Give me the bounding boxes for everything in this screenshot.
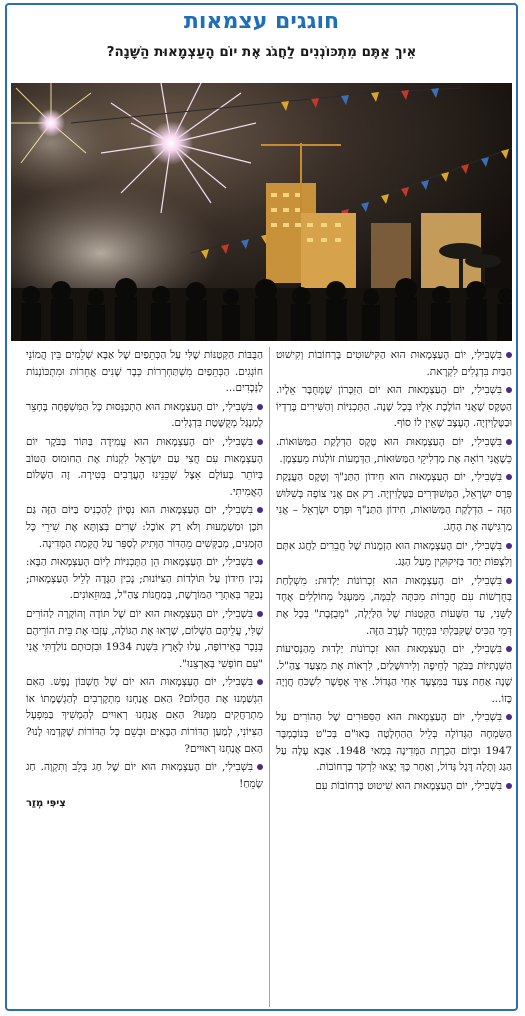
paragraph-text: בִּשְׁבִילִי, יוֹם הָעַצְמָאוּת הוּא הַזְמָנוֹת שֶׁל חֲבֵרִים לַחֲגֹג אִתָּם וְלִצְפּוֹת יַחַד בַּזִּיקוּקִין מֵעַל הַגַּג.: [276, 539, 512, 569]
paragraph-text: בִּשְׁבִילִי, יוֹם הָעַצְמָאוּת הוּא הַסִּפּוּרִים שֶׁל הַהוֹרִים עַל הַשִּׂמְחָה הַגְּדוֹלָה בְּלֵיל הַהַחְלָטָה בָּאוּ"ם בְּכ"ט בְּנוֹבֶמְבֶּר 1947 וּבְיוֹם הַכְרָזַת הַמְּדִינָה בְּמַאי 1948. אַבָּא עָלָה עַל הַגַּג וְתָלָה דֶּגֶל גָּדוֹל, וְאַחַר כָּךְ יָצְאוּ לִרְקֹד בָּרְחוֹבוֹת.: [276, 711, 512, 774]
article-column-left: [26, 347, 269, 1007]
paragraph-text: בִּשְׁבִילִי, יוֹם הָעַצְמָאוּת הוּא נִסָּיוֹן לְהַכְנִיס בַּיּוֹם הַזֶּה גַּם תֹּכֶן וּמַשְׁמָעוּת וְלֹא רַק אוֹכֶל: שָׁרִים בְּצַוְתָּא אֶת שִׁירֵי כָּל הַזְּמַנִּים, מְבַקְּשִׁים מֵהַדּוֹר הַוָּתִיק לְסַפֵּר עַל הֲקָמַת הַמְּדִינָה.: [26, 504, 263, 550]
paragraph-text: בִּשְׁבִילִי, יוֹם הָעַצְמָאוּת הוּא יוֹם שֶׁל חֶשְׁבּוֹן נֶפֶשׁ. הַאִם הִגְשַׁמְנוּ אֶת הַחֲלוֹם? הַאִם אֲנַחְנוּ מִתְקָרְבִים לְהַגְשָׁמָתוֹ אוֹ מִתְרַחֲקִים מִמֶּנּוּ? הַאִם אֲנַחְנוּ רְאוּיִים לְהַמְשִׁיךְ בַּמִּפְעָל הַצִּיּוֹנִי, לְמַעַן הַדּוֹרוֹת הַבָּאִים וּבְשֵׁם כָּל הַדּוֹרוֹת שֶׁקָּדְמוּ לָנוּ? הַאִם אֲנַחְנוּ רְאוּיִים?: [26, 676, 263, 755]
bullet-icon: [506, 783, 512, 789]
bullet-icon: [257, 611, 263, 617]
paragraph-text: בִּשְׁבִילִי, יוֹם הָעַצְמָאוּת הוּא זִכְרוֹנוֹת יַלְדוּת: מִשְׁלַחַת בְּחֻרְשׁוֹת עִם חֲבֵרוֹת מִכִּתָּה לְבִמָּה, מִמַּעְגַּל מְחוֹלְלִים אֶחָד לַשֵּׁנִי, עַד הַשָּׁעוֹת הַקְּטַנּוֹת שֶׁל הַלַּיְלָה, "מְבֻזֶּבֶת" בְּכָל אֶת דְּמֵי הַכִּיס שֶׁקִּבַּלְתִּי בִּמְיֻחָד לְעֶרֶב הַזֶּה.: [276, 574, 512, 637]
bullet-icon: [257, 507, 263, 513]
paragraph-text: בִּשְׁבִילִי, יוֹם הָעַצְמָאוּת הוּא יוֹם שֶׁל חַג בְּלֵב וְתִקְוָה. חַג שָׂמֵחַ!: [26, 761, 263, 790]
bullet-icon: [506, 646, 512, 652]
bullet-icon: [257, 559, 263, 565]
paragraph-text: בִּשְׁבִילִי, יוֹם הָעַצְמָאוּת הוּא חִידוֹן הַתַּנַ"ךְ וְטֶקֶס הַעֲנָקַת פְּרַס יִשְׂרָאֵל, הַמְּשׁוּדָרִים בַּטֶּלֶוִיזְיָה. רַק אִם אֲנִי צוֹפָה בְּשִׁלּוּשׁ הַזֶּה – הַדְלָקַת הַמַּשּׂוּאוֹת, חִידוֹן הַתַּנַ"ךְ וּפְרַס יִשְׂרָאֵל – אֲנִי מַרְגִּישָׁה אֶת הֶחָג.: [276, 471, 512, 533]
article-paragraph: [26, 399, 263, 432]
article-paragraph: [276, 573, 512, 639]
bullet-icon: [257, 764, 263, 770]
paragraph-text: בִּשְׁבִילִי, יוֹם הָעַצְמָאוּת הֵן הַתָּכְנִיּוֹת לְיוֹם הָעַצְמָאוּת הַבָּא: נָכִין חִידוֹן עַל תּוֹלְדוֹת הַצִּיּוֹנוּת; נָכִין הַגָּדָה לְלֵיל הָעַצְמָאוּת; נְבַקֵּר בְּאַתְרֵי הַמּוֹרֶשֶׁת, בְּמַחֲנוֹת צַהַ"ל, בַּמּוּזֵאוֹנִים.: [26, 556, 263, 602]
bullet-icon: [506, 714, 512, 720]
paragraph-text: בִּשְׁבִילִי, יוֹם הָעַצְמָאוּת הוּא שִׁיטוּט בָּרְחוֹבוֹת עִם: [315, 779, 502, 792]
article-paragraph: [276, 641, 512, 707]
article-paragraph: [276, 709, 512, 775]
paragraph-text: בִּשְׁבִילִי, יוֹם הָעַצְמָאוּת הוּא טֶקֶס הַדְלָקַת הַמַּשּׂוּאוֹת. כְּשֶׁאֲנִי רוֹאָה אֶת מַדְלִיקֵי הַמַּשּׂוּאוֹת, הַדְּמָעוֹת זוֹלְגוֹת מֵעַצְמָן.: [276, 435, 512, 465]
article-paragraph: [276, 382, 512, 432]
article-paragraph: [26, 347, 263, 397]
article-paragraph: [26, 434, 263, 500]
bullet-icon: [506, 543, 512, 549]
paragraph-text: בִּשְׁבִילִי, יוֹם הָעַצְמָאוּת הוּא יוֹם שֶׁל תּוֹדָה וְהוֹקָרָה לַהוֹרִים שֶׁלִּי, עֲלֵיהֶם הַשָּׁלוֹם, שֶׁרָאוּ אֶת הַגּוֹלָה, עָזְבוּ אֶת בֵּית הוֹרֵיהֶם בְּנֵכָר בְּאֵירוֹפָּה, עָלוּ לָאָרֶץ בִּשְׁנַת 1934 וּבִזְכוּתָם נוֹלַדְתִּי אֲנִי "עִם חוֹפְשִׁי בְּאַרְצֵנוּ".: [26, 607, 263, 670]
masthead-title: חוגגים עצמאות: [183, 9, 340, 34]
article-paragraph: [26, 554, 263, 604]
author-signature: צִיפִּי מְזַר: [26, 798, 66, 810]
article-paragraph: [276, 469, 512, 535]
article-paragraph: [26, 759, 263, 792]
article-column-right: [269, 347, 512, 1007]
bullet-icon: [257, 439, 263, 445]
bullet-icon: [506, 578, 512, 584]
article-paragraph: [276, 778, 512, 795]
bullet-icon: [506, 439, 512, 445]
bullet-icon: [506, 352, 512, 358]
paragraph-text: בִּשְׁבִילִי, יוֹם הָעַצְמָאוּת הוּא עֲמִידָה בַּתּוֹר בַּבֹּקֶר יוֹם הָעַצְמָאוּת עִם חֲצִי עַם יִשְׂרָאֵל לִקְנוֹת אֶת הַחוּמוּס הַטּוֹב בְּיוֹתֵר בָּעוֹלָם אֵצֶל שְׁכֵנֵינוּ הָעֲרָבִים בְּטִירָה. זֶה הַשָּׁלוֹם הָאֲמִיתִי.: [26, 435, 263, 498]
article-page: [5, 3, 518, 1011]
bullet-icon: [506, 474, 512, 480]
article-paragraph: [26, 674, 263, 757]
paragraph-text: הַבֻּבּוֹת הַקְּטַנּוֹת שֶׁלִּי עַל הַכְּתֵפַיִם שֶׁל אַבָּא שְׁלֵמִים בֵּין הֲמוֹנֵי חוֹגְגִים. הַכְּתֵפַיִם מִשְׁתַּחְרְרוֹת כְּבָר שָׁנִים אֲחֵרוֹת וּמִתְכּוֹנְנוֹת לַנְּכָדִים...: [26, 349, 263, 395]
bullet-icon: [506, 387, 512, 393]
article-subtitle: אֵיךְ אַתֶּם מִתְכּוֹנְנִים לַחֲגֹג אֶת יוֹם הָעַצְמָאוּת הַשָּׁנָה?: [106, 44, 417, 60]
paragraph-text: בִּשְׁבִילִי, יוֹם הָעַצְמָאוּת הוּא זִכְרוֹנוֹת יַלְדוּת מֵהַנְּסִיעוֹת הַשְּׁנָתִיּוֹת בַּבֹּקֶר לְחֵיפָה וְלִירוּשָׁלַיִם, לִרְאוֹת אֶת מִצְעַד צַהַ"ל. שָׁנָה אַחַת צָעַד בַּמִּצְעָד אָחִי הַגָּדוֹל. אֵיךְ אֶפְשָׁר לִשְׁכֹּחַ חֲוָיָה כָּזוֹ...: [276, 643, 512, 705]
paragraph-text: בִּשְׁבִילִי, יוֹם הָעַצְמָאוּת הוּא הַתְכַּנְּסוּת כָּל הַמִּשְׁפָּחָה בֶּחָצֵר לְמַנְגַּל מְקֻשֶּׁטֶת בִּדְגָלִים.: [26, 400, 263, 430]
article-paragraph: [26, 502, 263, 552]
fireworks-photo: [11, 83, 512, 341]
bullet-icon: [257, 404, 263, 410]
article-paragraph: [26, 606, 263, 672]
article-paragraph: [276, 347, 512, 380]
bullet-icon: [257, 679, 263, 685]
article-paragraph: [276, 538, 512, 571]
article-paragraph: [276, 434, 512, 467]
article-body: [13, 347, 512, 1007]
paragraph-text: בִּשְׁבִילִי, יוֹם הָעַצְמָאוּת הוּא יוֹם הַזִּכָּרוֹן שֶׁמְּחֻבָּר אֵלָיו. הַטֶּקֶס שֶׁאֲנִי הוֹלֶכֶת אֵלָיו בְּכָל שָׁנָה. הַתָּכְנִיּוֹת וְהַשִּׁירִים בָּרַדְיוֹ וּבַטֶּלֶוִיזְיָה. הָעֶצֶב שֶׁאֵין לוֹ סוֹף.: [276, 384, 512, 430]
paragraph-text: בִּשְׁבִילִי, יוֹם הָעַצְמָאוּת הוּא הַקִּישׁוּטִים בָּרְחוֹבוֹת וְקִישׁוּט הַבַּיִת בִּדְגָלִים לִקְרָאת.: [276, 349, 512, 378]
